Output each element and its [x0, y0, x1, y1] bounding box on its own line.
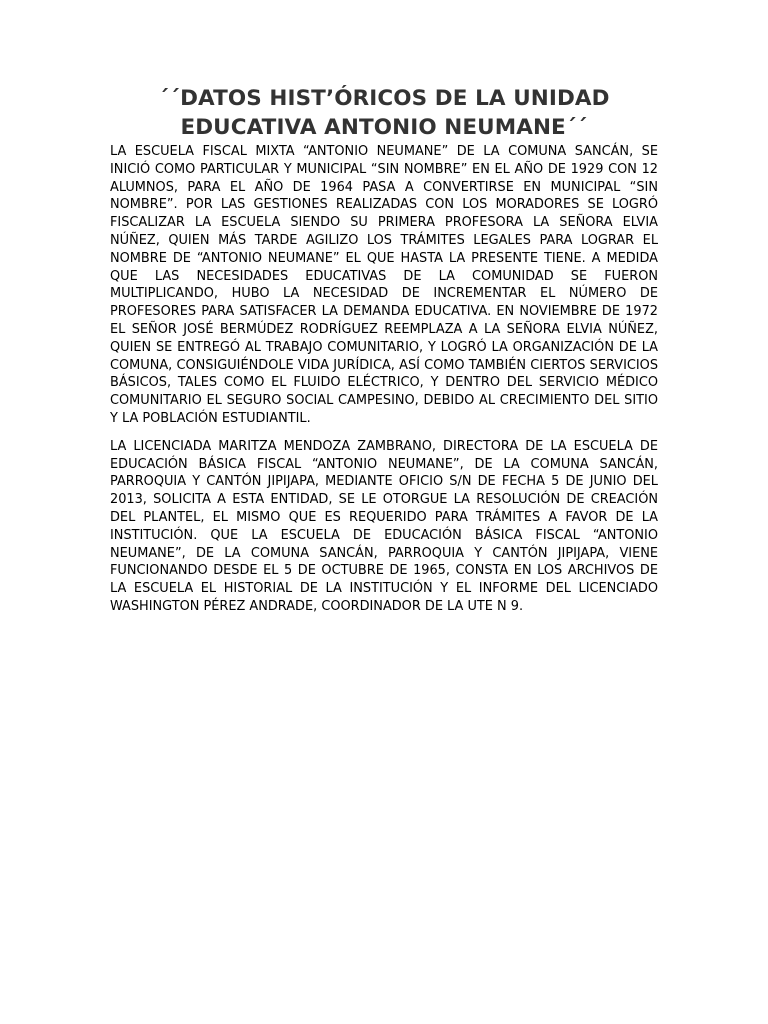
paragraph-history: LA ESCUELA FISCAL MIXTA “ANTONIO NEUMANE” DE LA COMUNA SANCÁN, SE INICIÓ COMO PARTICULAR Y MUNICIPAL “SIN NOMBRE” EN EL AÑO DE 1929 CON 12 ALUMNOS, PARA EL AÑO DE 1964 PASA A CONVERTIRSE EN MUNICIPAL “SIN NOMBRE”. POR LAS GESTIONES REALIZADAS CON LOS MORADORES SE LOGRÓ FISCALIZAR LA ESCUELA SIENDO SU PRIMERA PROFESORA LA SEÑORA ELVIA NÚÑEZ, QUIEN MÁS TARDE AGILIZO LOS TRÁMITES LEGALES PARA LOGRAR EL NOMBRE DE “ANTONIO NEUMANE” EL QUE HASTA LA PRESENTE TIENE. A MEDIDA QUE LAS NECESIDADES EDUCATIVAS DE LA COMUNIDAD SE FUERON MULTIPLICANDO, HUBO LA NECESIDAD DE INCREMENTAR EL NÚMERO DE PROFESORES PARA SATISFACER LA DEMANDA EDUCATIVA. EN NOVIEMBRE DE 1972 EL SEÑOR JOSÉ BERMÚDEZ RODRÍGUEZ REEMPLAZA A LA SEÑORA ELVIA NÚÑEZ, QUIEN SE ENTREGÓ AL TRABAJO COMUNITARIO, Y LOGRÓ LA ORGANIZACIÓN DE LA COMUNA, CONSIGUIÉNDOLE VIDA JURÍDICA, ASÍ COMO TAMBIÉN CIERTOS SERVICIOS BÁSICOS, TALES COMO EL FLUIDO ELÉCTRICO, Y DENTRO DEL SERVICIO MÉDICO COMUNITARIO EL SEGURO SOCIAL CAMPESINO, DEBIDO AL CRECIMIENTO DEL SITIO Y LA POBLACIÓN ESTUDIANTIL. [110, 144, 658, 426]
paragraph-resolution: LA LICENCIADA MARITZA MENDOZA ZAMBRANO, DIRECTORA DE LA ESCUELA DE EDUCACIÓN BÁSICA FISCAL “ANTONIO NEUMANE”, DE LA COMUNA SANCÁN, PARROQUIA Y CANTÓN JIPIJAPA, MEDIANTE OFICIO S/N DE FECHA 5 DE JUNIO DEL 2013, SOLICITA A ESTA ENTIDAD, SE LE OTORGUE LA RESOLUCIÓN DE CREACIÓN DEL PLANTEL, EL MISMO QUE ES REQUERIDO PARA TRÁMITES A FAVOR DE LA INSTITUCIÓN. QUE LA ESCUELA DE EDUCACIÓN BÁSICA FISCAL “ANTONIO NEUMANE”, DE LA COMUNA SANCÁN, PARROQUIA Y CANTÓN JIPIJAPA, VIENE FUNCIONANDO DESDE EL 5 DE OCTUBRE DE 1965, CONSTA EN LOS ARCHIVOS DE LA ESCUELA EL HISTORIAL DE LA INSTITUCIÓN Y EL INFORME DEL LICENCIADO WASHINGTON PÉREZ ANDRADE, COORDINADOR DE LA UTE N 9. [110, 438, 658, 614]
document-body [110, 143, 658, 626]
document-title: ´´DATOS HIST’ÓRICOS DE LA UNIDAD EDUCATIVA ANTONIO NEUMANE´´ [158, 86, 610, 140]
